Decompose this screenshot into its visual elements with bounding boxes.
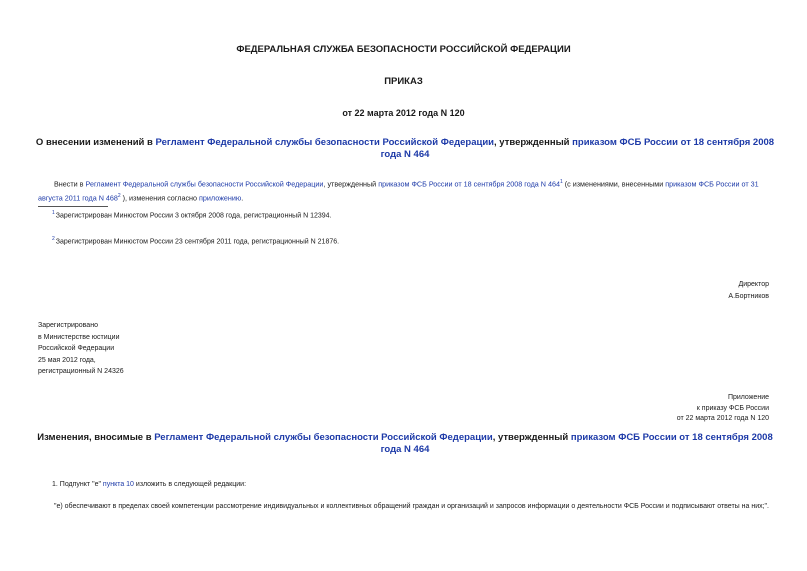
organization-heading: ФЕДЕРАЛЬНАЯ СЛУЖБА БЕЗОПАСНОСТИ РОССИЙСКОЙ ФЕДЕРАЦИИ <box>236 44 571 55</box>
text-fragment: 1. Подпункт "е" <box>52 481 103 488</box>
footnote-ref-1[interactable]: 1 <box>559 179 563 185</box>
appendix-header <box>549 393 769 425</box>
appendix-line: к приказу ФСБ России <box>696 404 769 412</box>
footnote-text: Зарегистрирован Минюстом России 3 октября 2008 года, регистрационный N 12394. <box>55 212 332 220</box>
appendix-line: Приложение <box>727 394 769 401</box>
order-date: от 22 марта 2012 года N 120 <box>342 108 465 118</box>
text-fragment: Внести в <box>54 179 86 189</box>
signatory-position: Директор <box>738 281 769 288</box>
footnote-1 <box>52 210 331 219</box>
title-mid: , утвержденный <box>492 432 571 443</box>
footnote-mark: 2 <box>52 236 55 242</box>
title-prefix: О внесении изменений в <box>35 137 156 148</box>
regulation-link[interactable]: Регламент Федеральной службы безопасности Российской Федерации <box>154 432 493 443</box>
text-fragment: ), изменения согласно <box>120 193 200 203</box>
registration-line: регистрационный N 24326 <box>38 368 124 375</box>
signature-block <box>569 279 769 303</box>
footnote-ref-2[interactable]: 2 <box>117 193 121 200</box>
registration-block <box>38 320 238 378</box>
footnote-divider <box>38 206 108 207</box>
regulation-link[interactable]: Регламент Федеральной службы безопасности Российской Федерации <box>155 137 495 148</box>
order-464-link[interactable]: приказом ФСБ России от 18 сентября 2008 года N 464 <box>380 432 773 455</box>
appendix-title <box>30 432 780 456</box>
order-468-link[interactable]: приказом ФСБ России от 31 августа 2011 года N 468 <box>38 179 759 203</box>
registration-line: Зарегистрировано <box>38 322 98 329</box>
text-fragment: изложить в следующей редакции: <box>133 481 247 488</box>
main-paragraph <box>38 176 778 205</box>
order-464-link[interactable]: приказом ФСБ России от 18 сентября 2008 года N 464 <box>380 137 775 160</box>
regulation-link[interactable]: Регламент Федеральной службы безопасности Российской Федерации <box>85 179 324 189</box>
registration-line: Российской Федерации <box>38 345 115 352</box>
clause-10-link[interactable]: пункта 10 <box>102 481 134 488</box>
order-heading: ПРИКАЗ <box>384 76 423 87</box>
appendix-link[interactable]: приложению <box>199 193 242 203</box>
title-mid: , утвержденный <box>494 137 573 148</box>
text-fragment: (с изменениями, внесенными <box>562 179 666 189</box>
footnote-2 <box>52 236 339 245</box>
registration-line: в Министерстве юстиции <box>38 333 120 341</box>
footnote-mark: 1 <box>52 210 55 216</box>
appendix-line: от 22 марта 2012 года N 120 <box>676 415 769 422</box>
footnote-text: Зарегистрирован Минюстом России 23 сентября 2011 года, регистрационный N 21876. <box>55 238 340 246</box>
registration-line: 25 мая 2012 года, <box>38 356 96 364</box>
text-fragment: . <box>241 193 244 203</box>
title-prefix: Изменения, вносимые в <box>37 432 155 443</box>
text-fragment: , утвержденный <box>323 179 379 189</box>
signatory-name: А.Бортников <box>728 293 769 300</box>
change-item-1 <box>52 481 246 488</box>
order-464-link[interactable]: приказом ФСБ России от 18 сентября 2008 года N 464 <box>378 179 560 189</box>
document-title <box>30 137 780 161</box>
new-wording-paragraph: "е) обеспечивают в пределах своей компетенции рассмотрение индивидуальных и коллективных обращений граждан и организаций и запросов информации о деятельности ФСБ России и подписывают ответы на них;". <box>54 503 769 510</box>
